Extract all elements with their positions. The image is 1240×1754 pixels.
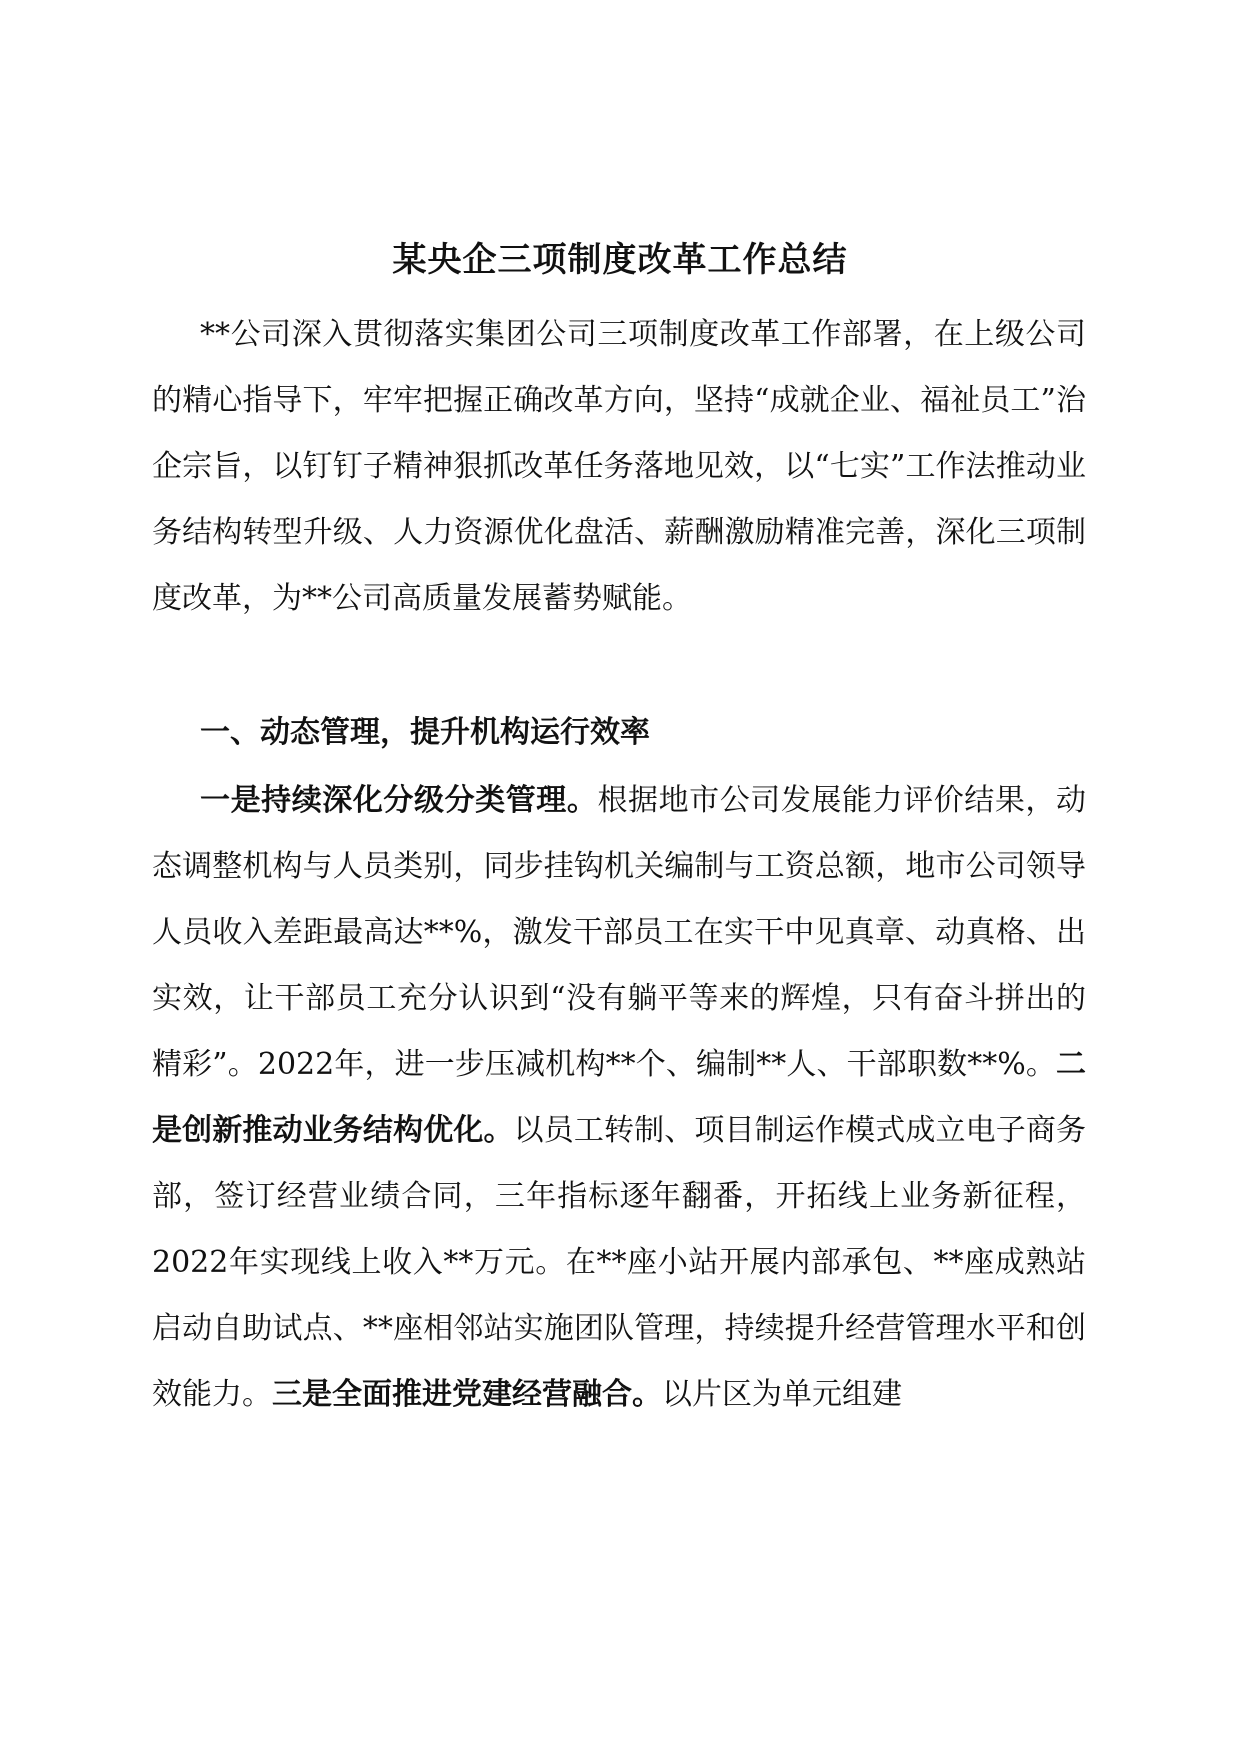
document-title: 某央企三项制度改革工作总结 — [392, 240, 848, 280]
point3-title: 三是全面推进党建经营融合。 — [272, 1377, 662, 1412]
section-heading: 一、动态管理，提升机构运行效率 — [200, 715, 650, 750]
point1-text: 根据地市公司发展能力评价结果，动态调整机构与人员类别，同步挂钩机关编制与工资总额，地市公司领导人员收入差距最高达**%，激发干部员工在实干中见真章、动真格、出实效，让干部员工充分认识到“没有躺平等来的辉煌，只有奋斗拼出的精彩”。2022年，进一步压减机构**个、编制**人、干部职数**%。 — [152, 783, 1087, 1082]
point1-title: 一是持续深化分级分类管理。 — [200, 783, 598, 818]
point2-text: 以员工转制、项目制运作模式成立电子商务部，签订经营业绩合同，三年指标逐年翻番，开拓线上业务新征程，2022年实现线上收入**万元。在**座小站开展内部承包、**座成熟站启动自助试点、**座相邻站实施团队管理，持续提升经营管理水平和创效能力。 — [152, 1113, 1087, 1412]
point2-title: 二是创新推动业务结构优化。 — [152, 1047, 1086, 1148]
intro-paragraph: **公司深入贯彻落实集团公司三项制度改革工作部署，在上级公司的精心指导下，牢牢把握正确改革方向，坚持“成就企业、福祉员工”治企宗旨，以钉钉子精神狠抓改革任务落地见效，以“七实”工作法推动业务结构转型升级、人力资源优化盘活、薪酬激励精准完善，深化三项制度改革，为**公司高质量发展蓄势赋能。 — [152, 317, 1086, 616]
point3-text: 以片区为单元组建 — [662, 1377, 902, 1412]
section-one-paragraph — [152, 768, 1086, 1428]
